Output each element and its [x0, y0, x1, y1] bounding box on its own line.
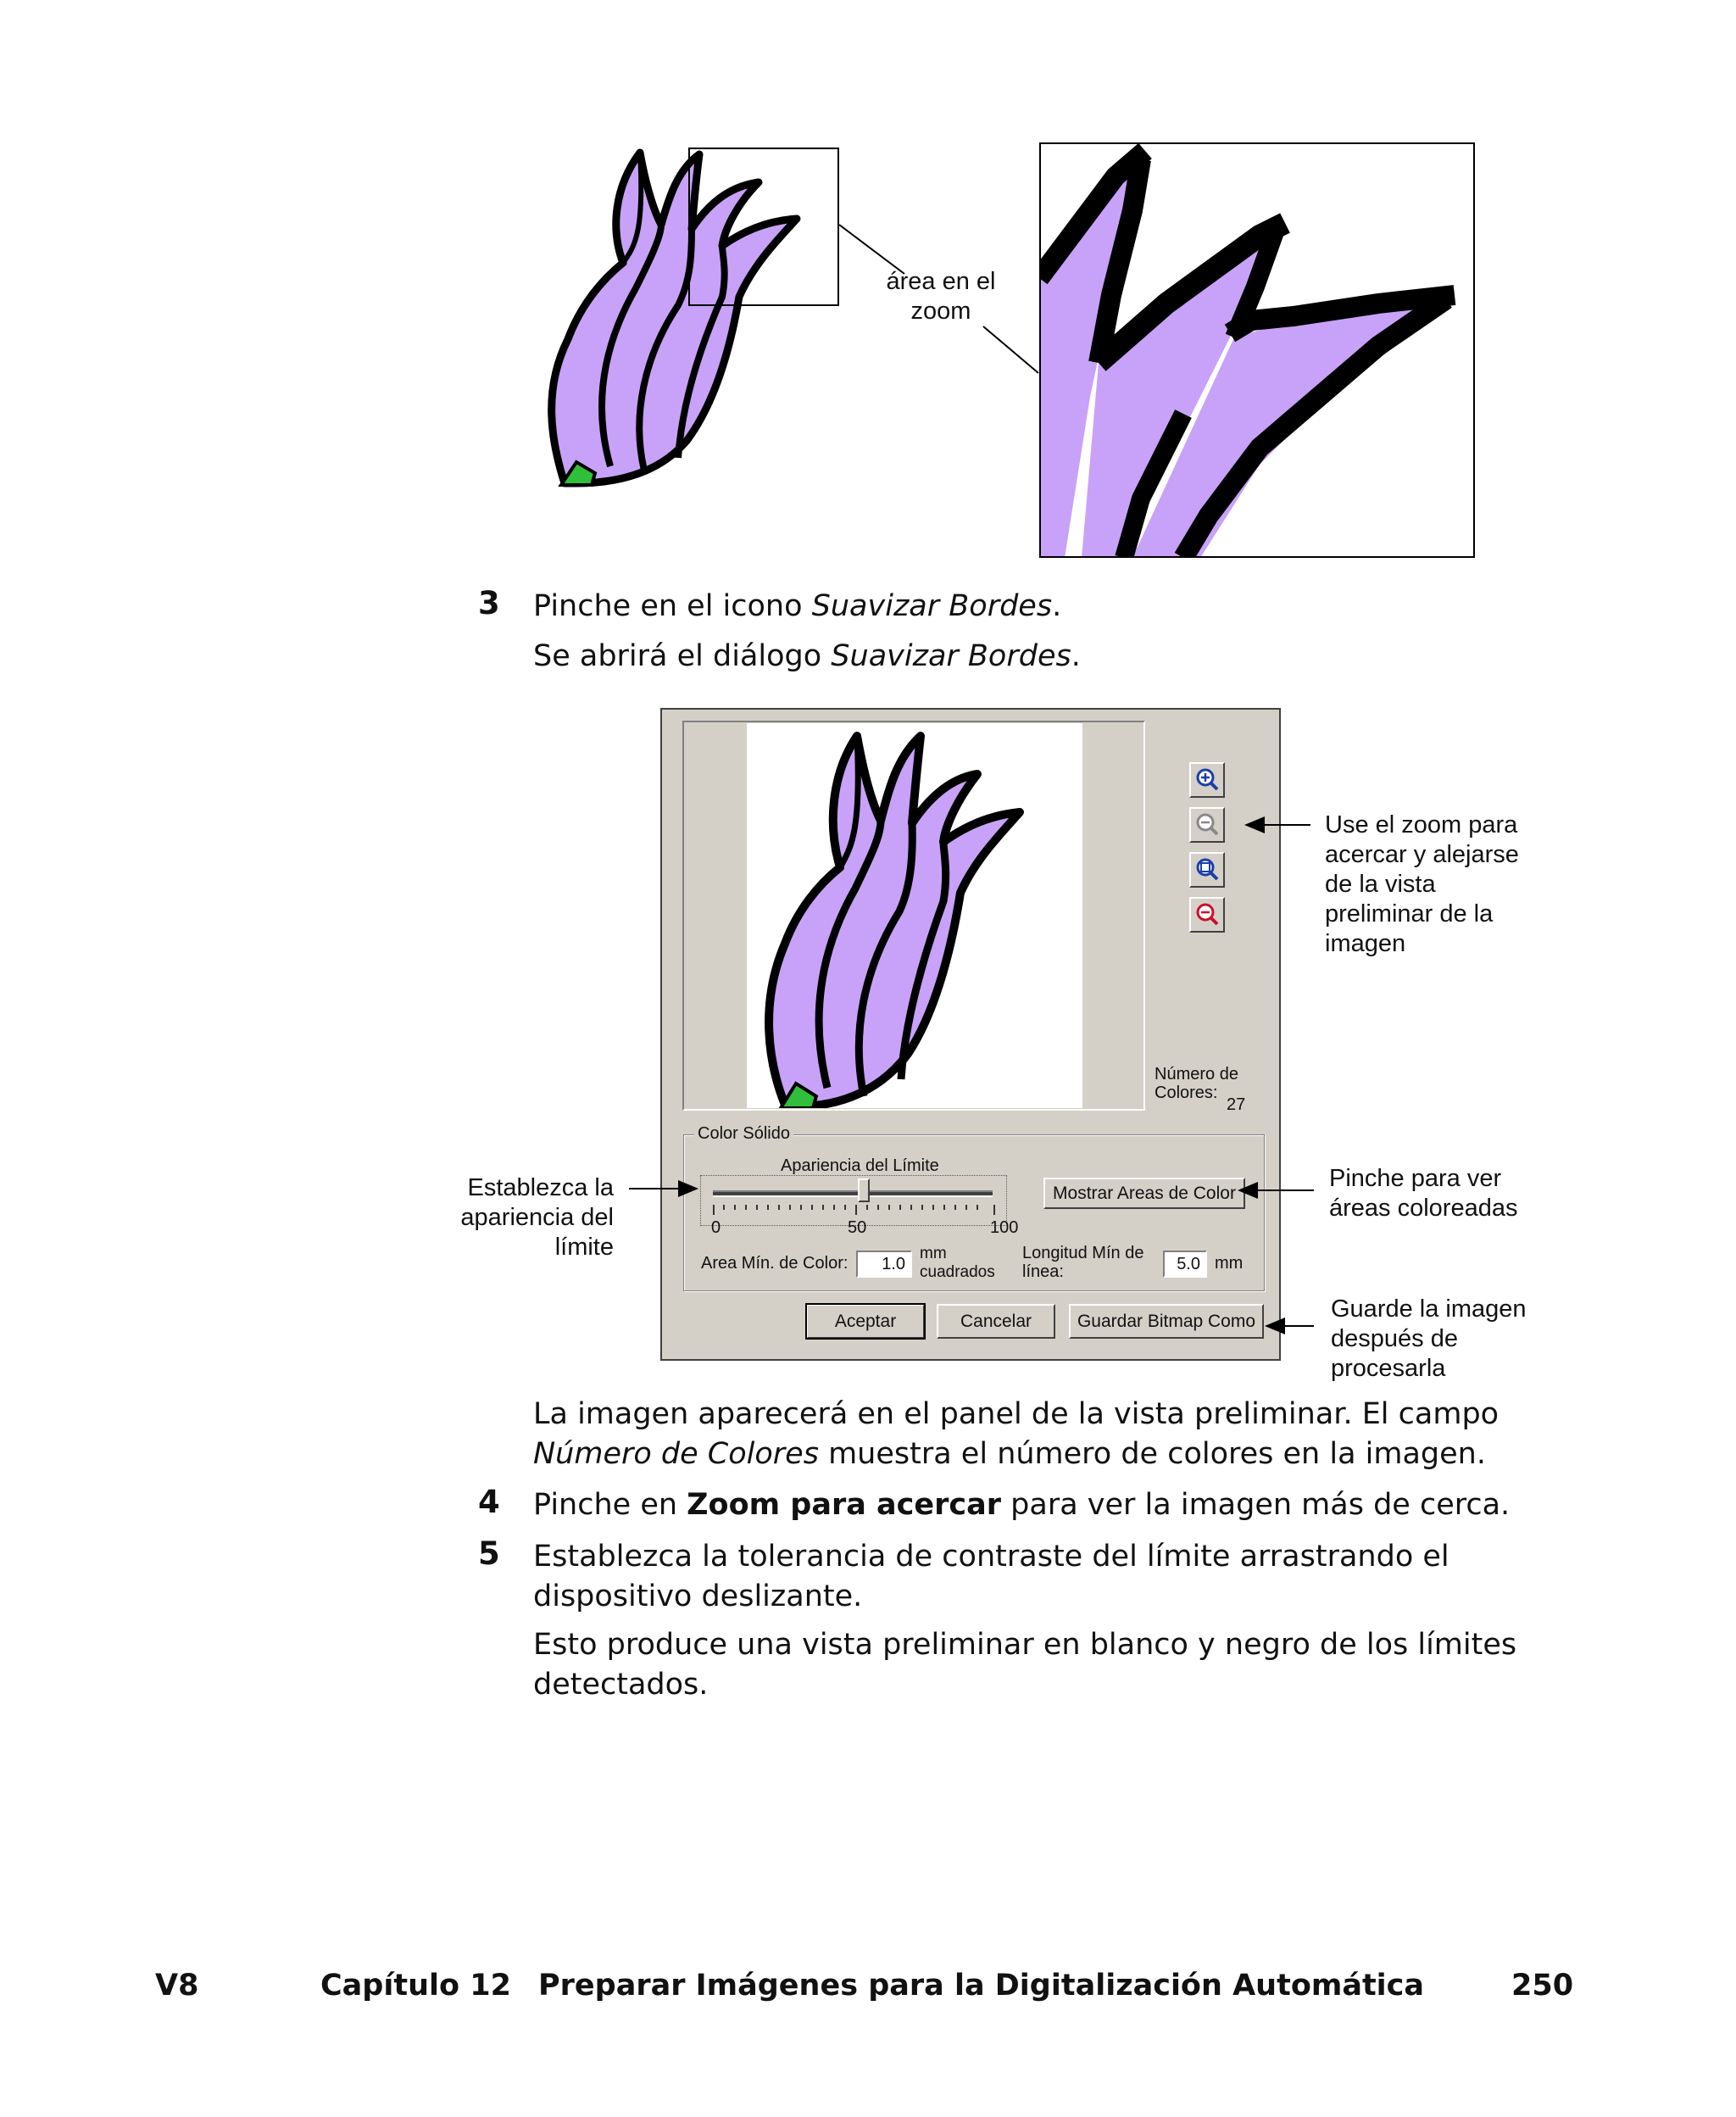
text-span: Pinche en el icono: [533, 589, 812, 623]
step-number: 3: [478, 585, 500, 621]
colors-count-value: 27: [1227, 1095, 1246, 1114]
slider-tick-label: 100: [990, 1218, 1019, 1237]
field-name-emphasis: Número de Colores: [533, 1437, 819, 1471]
dialog-name-emphasis: Suavizar Bordes: [811, 589, 1053, 623]
slider-callout: Establezca la apariencia del límite: [460, 1174, 614, 1261]
text-span: para ver la imagen más de cerca.: [1001, 1488, 1511, 1522]
text-span: La imagen aparecerá en el panel de la vista preliminar. El campo: [533, 1397, 1500, 1431]
text-span: muestra el número de colores en la imagen.: [818, 1437, 1486, 1471]
dialog-name-emphasis: Suavizar Bordes: [831, 639, 1071, 673]
show-areas-callout: Pinche para ver áreas coloreadas: [1329, 1165, 1518, 1222]
footer-title: Preparar Imágenes para la Digitalización Automática: [538, 1969, 1425, 2003]
min-area-unit: mm cuadrados: [920, 1245, 995, 1281]
slider-tick-label: 50: [848, 1218, 867, 1237]
footer-version: V8: [155, 1969, 199, 2003]
zoom-in-emphasis: Zoom para acercar: [687, 1488, 1002, 1522]
step-5-note: Esto produce una vista preliminar en blanco y negro de los límites detectados.: [533, 1628, 1517, 1702]
zoom-tools-callout: Use el zoom para acercar y alejarse de la vista preliminar de la imagen: [1325, 811, 1519, 957]
step-4-instruction: [533, 1485, 1584, 1525]
min-area-label: Area Mín. de Color:: [701, 1254, 849, 1273]
page-number: 250: [1511, 1969, 1574, 2003]
min-line-length-label: Longitud Mín de línea:: [1022, 1244, 1144, 1281]
step-5-instruction: Establezca la tolerancia de contraste del límite arrastrando el dispositivo deslizante.: [533, 1540, 1449, 1613]
step-number: 5: [478, 1535, 500, 1572]
text-span: Se abrirá el diálogo: [533, 639, 832, 673]
ok-button[interactable]: Aceptar: [806, 1304, 925, 1339]
save-bitmap-button[interactable]: Guardar Bitmap Como: [1069, 1304, 1264, 1339]
slider-label: Apariencia del Límite: [781, 1156, 939, 1175]
text-span: .: [1052, 589, 1062, 623]
cancel-button[interactable]: Cancelar: [937, 1304, 1055, 1339]
min-line-length-input[interactable]: 5.0: [1163, 1251, 1207, 1278]
text-span: Pinche en: [533, 1488, 687, 1522]
save-callout: Guarde la imagen después de procesarla: [1331, 1295, 1527, 1382]
colors-count-label: Número de Colores:: [1155, 1065, 1238, 1102]
min-area-input[interactable]: 1.0: [856, 1251, 912, 1278]
solid-color-group-title: Color Sólido: [694, 1124, 793, 1143]
show-color-areas-button[interactable]: Mostrar Areas de Color: [1043, 1178, 1245, 1209]
min-line-length-unit: mm: [1215, 1254, 1244, 1273]
text-span: .: [1071, 639, 1081, 673]
preview-description: [533, 1395, 1584, 1474]
slider-tick-label: 0: [711, 1218, 721, 1237]
zoom-area-callout: área en el zoom: [886, 268, 996, 325]
footer-chapter: Capítulo 12: [320, 1969, 511, 2003]
step-number: 4: [478, 1484, 500, 1520]
